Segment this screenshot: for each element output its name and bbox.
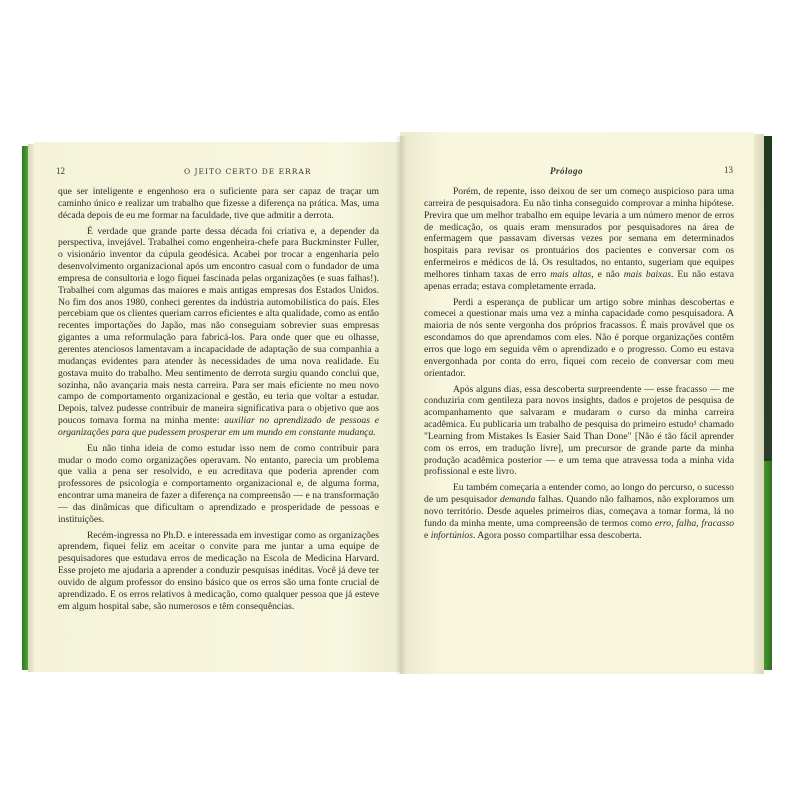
paragraph-text: Após alguns dias, essa descoberta surpreendente — esse fracasso — me conduziria com gentileza para novos insights, dados e projetos de pesquisa de acompanhamento que salvaram e mudaram o curso da minha carreira acadêmica. Eu publicaria um trabalho de pesquisa do primeiro estudo¹ chamado "Learning from Mistakes Is Easier Said Than Done" [Não é tão fácil aprender com os erros, em tradução livre], um precursor de grande parte da minha produção acadêmica posterior — e um tema que atravessa toda a minha vida profissional e este livro. <box>424 383 734 478</box>
italic-text: falha <box>676 517 697 529</box>
paragraph-text: Perdi a esperança de publicar um artigo sobre minhas descobertas e comecei a questionar mais uma vez a minha capacidade como pesquisadora. A maioria de nós sente vergonha dos próprios fracassos. É mais provável que os escondamos do que aprendamos com eles. Não é porque organizações contêm erros que logo em seguida vêm o aprendizado e o progresso. Como eu estava envergonhada por conta do erro, fiquei com receio de conversar com meu orientador. <box>424 296 734 379</box>
paragraph-text: , e não <box>591 268 624 280</box>
paragraph <box>58 443 379 526</box>
paragraph <box>58 226 379 439</box>
italic-text: infortúnios <box>430 529 473 541</box>
paragraph-text: , <box>696 517 702 529</box>
paragraph-text: e <box>424 529 431 541</box>
paragraph-text: Eu também começaria a entender como, ao longo do percurso, o sucesso de um pesquisador <box>424 482 734 506</box>
italic-text: mais baixas <box>623 268 672 280</box>
left-page-number: 12 <box>56 166 65 176</box>
italic-text: auxiliar no aprendizado de pessoas e organizações para que pudessem prosperar em um mundo em constante mudança. <box>58 415 379 438</box>
paragraph-text: Porém, de repente, isso deixou de ser um começo auspicioso para uma carreira de pesquisadora. Eu não tinha conseguido comprovar a minha hipótese. Previra que um melhor trabalho em equipe levaria a um número menor de erros de medicação, os quais eram mensurados por pesquisadores na área de enfermagem que passavam diversas vezes por semana em determinados hospitais para revisar os prontuários dos pacientes e conversar com os enfermeiros e médicos de lá. Os resultados, no entanto, sugeriam que equipes melhores tinham taxas de erro <box>424 186 734 280</box>
book-cover-right-dark-edge <box>763 136 772 461</box>
italic-text: demanda <box>500 494 536 506</box>
paragraph-text: que ser inteligente e engenhoso era o suficiente para ser capaz de traçar um caminho único e realizar um trabalho que fizesse a diferença na prática. Mas, uma década depois de eu me formar na faculdade, tive que admitir a derrota. <box>58 186 379 221</box>
paragraph <box>424 186 734 293</box>
paragraph <box>424 297 734 380</box>
book-gutter <box>396 136 406 674</box>
paragraph-text: falhas. Quando não falhamos, não exploramos um novo território. Desde aqueles primeiros dias, começava a tomar forma, lá no fundo da minha mente, uma compreensão de termos como <box>424 494 734 529</box>
right-page-body <box>424 186 734 541</box>
left-running-head: O JEITO CERTO DE ERRAR <box>184 167 312 176</box>
paragraph <box>58 186 379 222</box>
paragraph-text: . Agora posso compartilhar essa descoberta. <box>472 529 642 541</box>
right-page-number: 13 <box>724 165 733 175</box>
right-running-head: Prólogo <box>550 166 584 176</box>
paragraph-text: , <box>671 517 677 529</box>
paragraph-text: . Eu não estava apenas errada; estava completamente errada. <box>424 268 735 292</box>
italic-text: fracasso <box>701 517 735 529</box>
paragraph <box>424 482 734 541</box>
left-page-body <box>58 186 379 613</box>
paragraph <box>424 384 734 479</box>
italic-text: mais altas <box>550 268 592 280</box>
paragraph-text: Eu não tinha ideia de como estudar isso nem de como contribuir para mudar o modo como organizações operavam. No entanto, parecia um problema que valia a pena ser resolvido, e eu acreditava que poderia aprender com professores de psicologia e comportamento organizacional e, de alguma forma, encontrar uma maneira de fazer a diferença na compreensão — e na transformação — das dinâmicas que dificultam o aprendizado e prosperidade de pessoas e instituições. <box>58 442 379 525</box>
paragraph-text: Recém-ingressa no Ph.D. e interessada em investigar como as organizações aprendem, fiquei feliz em aceitar o convite para me juntar a uma equipe de pesquisadores que estudava erros de medicação na Escola de Medicina Harvard. Esse projeto me ajudaria a aprender a conduzir pesquisas inéditas. Você já deve ter ouvido de algum professor do ensino básico que os erros são uma fonte crucial de aprendizado. E os erros relativos à medicação, como qualquer pessoa que já esteve em algum hospital sabe, são numerosos e têm consequências. <box>58 529 379 612</box>
italic-text: erro <box>654 517 672 529</box>
paragraph-text: É verdade que grande parte dessa década foi criativa e, a depender da perspectiva, invejável. Trabalhei como engenheira-chefe para Buckminster Fuller, o visionário inventor da cúpula geodésica. Acabei por trocar a engenharia pelo desenvolvimento organizacional após um encontro casual com o fundador de uma empresa de consultoria e logo fiquei fascinada pelas organizações (e suas falhas!). Trabalhei com algumas das maiores e mais antigas empresas dos Estados Unidos. No fim dos anos 1980, conheci gerentes da indústria automobilística do país. Eles percebiam que os clientes queriam carros eficientes e alta qualidade, como as então recentes importações do Japão, mas não conseguiam sobrevier suas empresas gigantes a uma reformulação para fabricá-los. Para onde quer que eu olhasse, gerentes atenciosos lamentavam a incapacidade de adaptação de sua companhia a mudanças evidentes para atender às necessidades de uma nova realidade. Eu gostava muito do trabalho. Meu sentimento de derrota surgiu quando conclui que, sozinha, não avançaria mais nesta carreira. Para ser mais eficiente no meu novo campo de comportamento organizacional e gestão, eu teria que voltar a estudar. Depois, talvez pudesse contribuir de maneira significativa para o objetivo que aos poucos tomava forma na minha mente: <box>58 225 379 427</box>
paragraph <box>58 530 379 613</box>
